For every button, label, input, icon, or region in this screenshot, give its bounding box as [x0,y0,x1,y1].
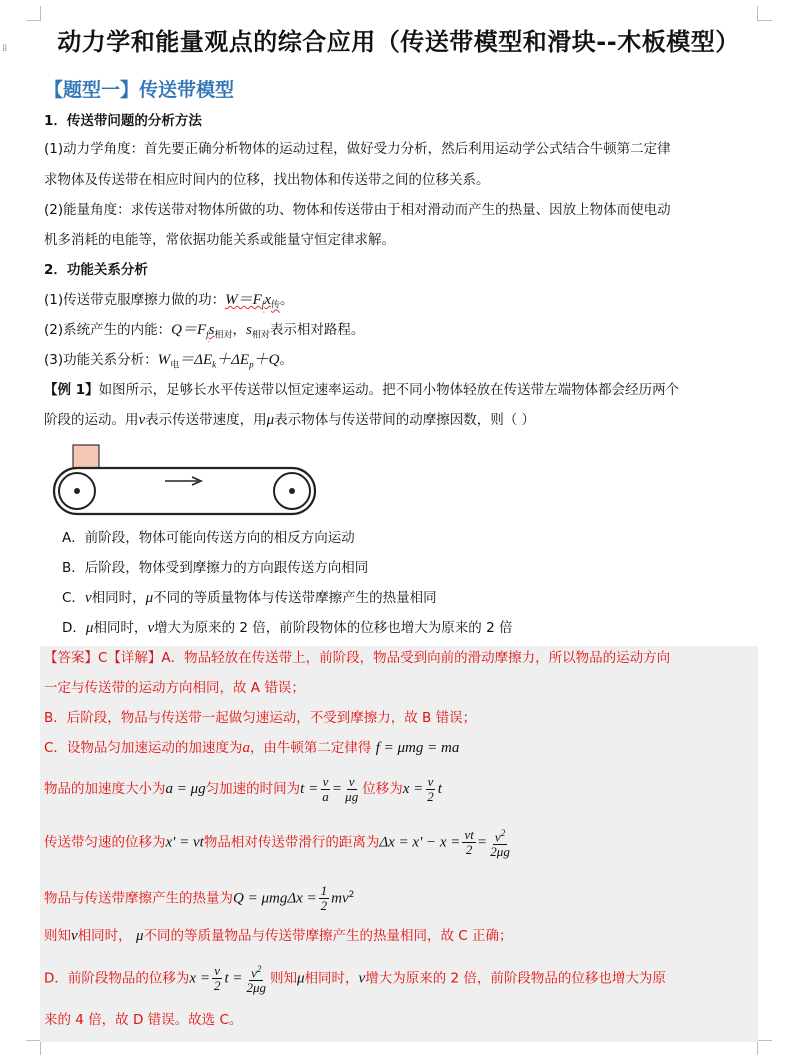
answer-line: D．前阶段物品的位移为x = $\frac{v}{2}$ t = $\frac{v^2}{2\mu g}$ 则知μ相同时，v增大为原来的 2 倍，前阶段物品的位移也增大为原 [44,963,666,996]
answer-line: 物品的加速度大小为a = μg匀加速的时间为t = $\frac{v}{a}$ = $\frac{v}{\mu g}$ 位移为x = $\frac{v}{2}$ t [44,773,442,804]
option-b: B．后阶段，物体受到摩擦力的方向跟传送方向相同 [62,560,369,576]
formula-line-work: (1)传送带克服摩擦力做的功：$W=F_fx_传$。 [44,292,294,311]
paragraph-line: 机多消耗的电能等，常依据功能关系或能量守恒定律求解。 [44,232,395,248]
drag-handle-icon[interactable]: ⁞⁞ [2,43,7,54]
page-title: 动力学和能量观点的综合应用（传送带模型和滑块--木板模型） [57,28,740,56]
answer-line: 传送带匀速的位移为x' = vt物品相对传送带滑行的距离为Δx = x' − x = $\frac{vt}{2}$ = $\frac{v^2}{2\mu g}$ [44,827,510,860]
crop-mark-top-right [757,6,772,21]
paragraph-line: (2)能量角度：求传送带对物体所做的功、物体和传送带由于相对滑动而产生的热量、因放上物体而使电动 [44,202,671,218]
answer-line: C．设物品匀加速运动的加速度为a，由牛顿第二定律得 f = μmg = ma [44,740,460,756]
option-a: A．前阶段，物体可能向传送方向的相反方向运动 [62,530,355,546]
example-question-line: 阶段的运动。用v表示传送带速度，用μ表示物体与传送带间的动摩擦因数，则（ ） [44,412,535,428]
option-c: C．v相同时，μ不同的等质量物体与传送带摩擦产生的热量相同 [62,590,437,606]
answer-line: 则知v相同时， μ不同的等质量物品与传送带摩擦产生的热量相同，故 C 正确； [44,928,513,944]
option-d: D．μ相同时，v增大为原来的 2 倍，前阶段物体的位移也增大为原来的 2 倍 [62,620,513,636]
paragraph-line: (1)动力学角度：首先要正确分析物体的运动过程，做好受力分析，然后利用运动学公式结合牛顿第二定律 [44,141,671,157]
answer-line: 物品与传送带摩擦产生的热量为Q = μmgΔx = $\frac{1}{2}$ $mv^2$ [44,883,355,913]
section-heading: 【题型一】传送带模型 [44,79,235,101]
formula-line-energy: (3)功能关系分析：$W_电=\Delta E_k+\Delta E_p+Q$。 [44,352,293,371]
paragraph-line: 求物体及传送带在相应时间内的位移，找出物体和传送带之间的位移关系。 [44,172,490,188]
crop-mark-bottom-left [26,1040,41,1055]
subsection-1-title: 1．传送带问题的分析方法 [44,113,202,129]
answer-line: B．后阶段，物品与传送带一起做匀速运动，不受到摩擦力，故 B 错误； [44,710,477,726]
direction-arrow-icon [165,477,201,485]
crop-mark-top-left [26,6,41,21]
example-question-line: 【例 1】如图所示，足够长水平传送带以恒定速率运动。把不同小物体轻放在传送带左端物体都会经历两个 [44,382,680,398]
subsection-2-title: 2．功能关系分析 [44,262,148,278]
answer-line: 来的 4 倍，故 D 错误。故选 C。 [44,1012,243,1028]
answer-line: 一定与传送带的运动方向相同，故 A 错误； [44,680,305,696]
crop-mark-bottom-right [757,1040,772,1055]
formula-line-heat: (2)系统产生的内能：$Q=F_fs_{相对}$，$s_{相对}$表示相对路程。 [44,322,365,341]
answer-line: 【答案】C【详解】A．物品轻放在传送带上，前阶段，物品受到向前的滑动摩擦力，所以物品的运动方向 [44,650,671,666]
conveyor-belt-diagram [50,443,330,518]
block-on-belt [73,445,99,468]
